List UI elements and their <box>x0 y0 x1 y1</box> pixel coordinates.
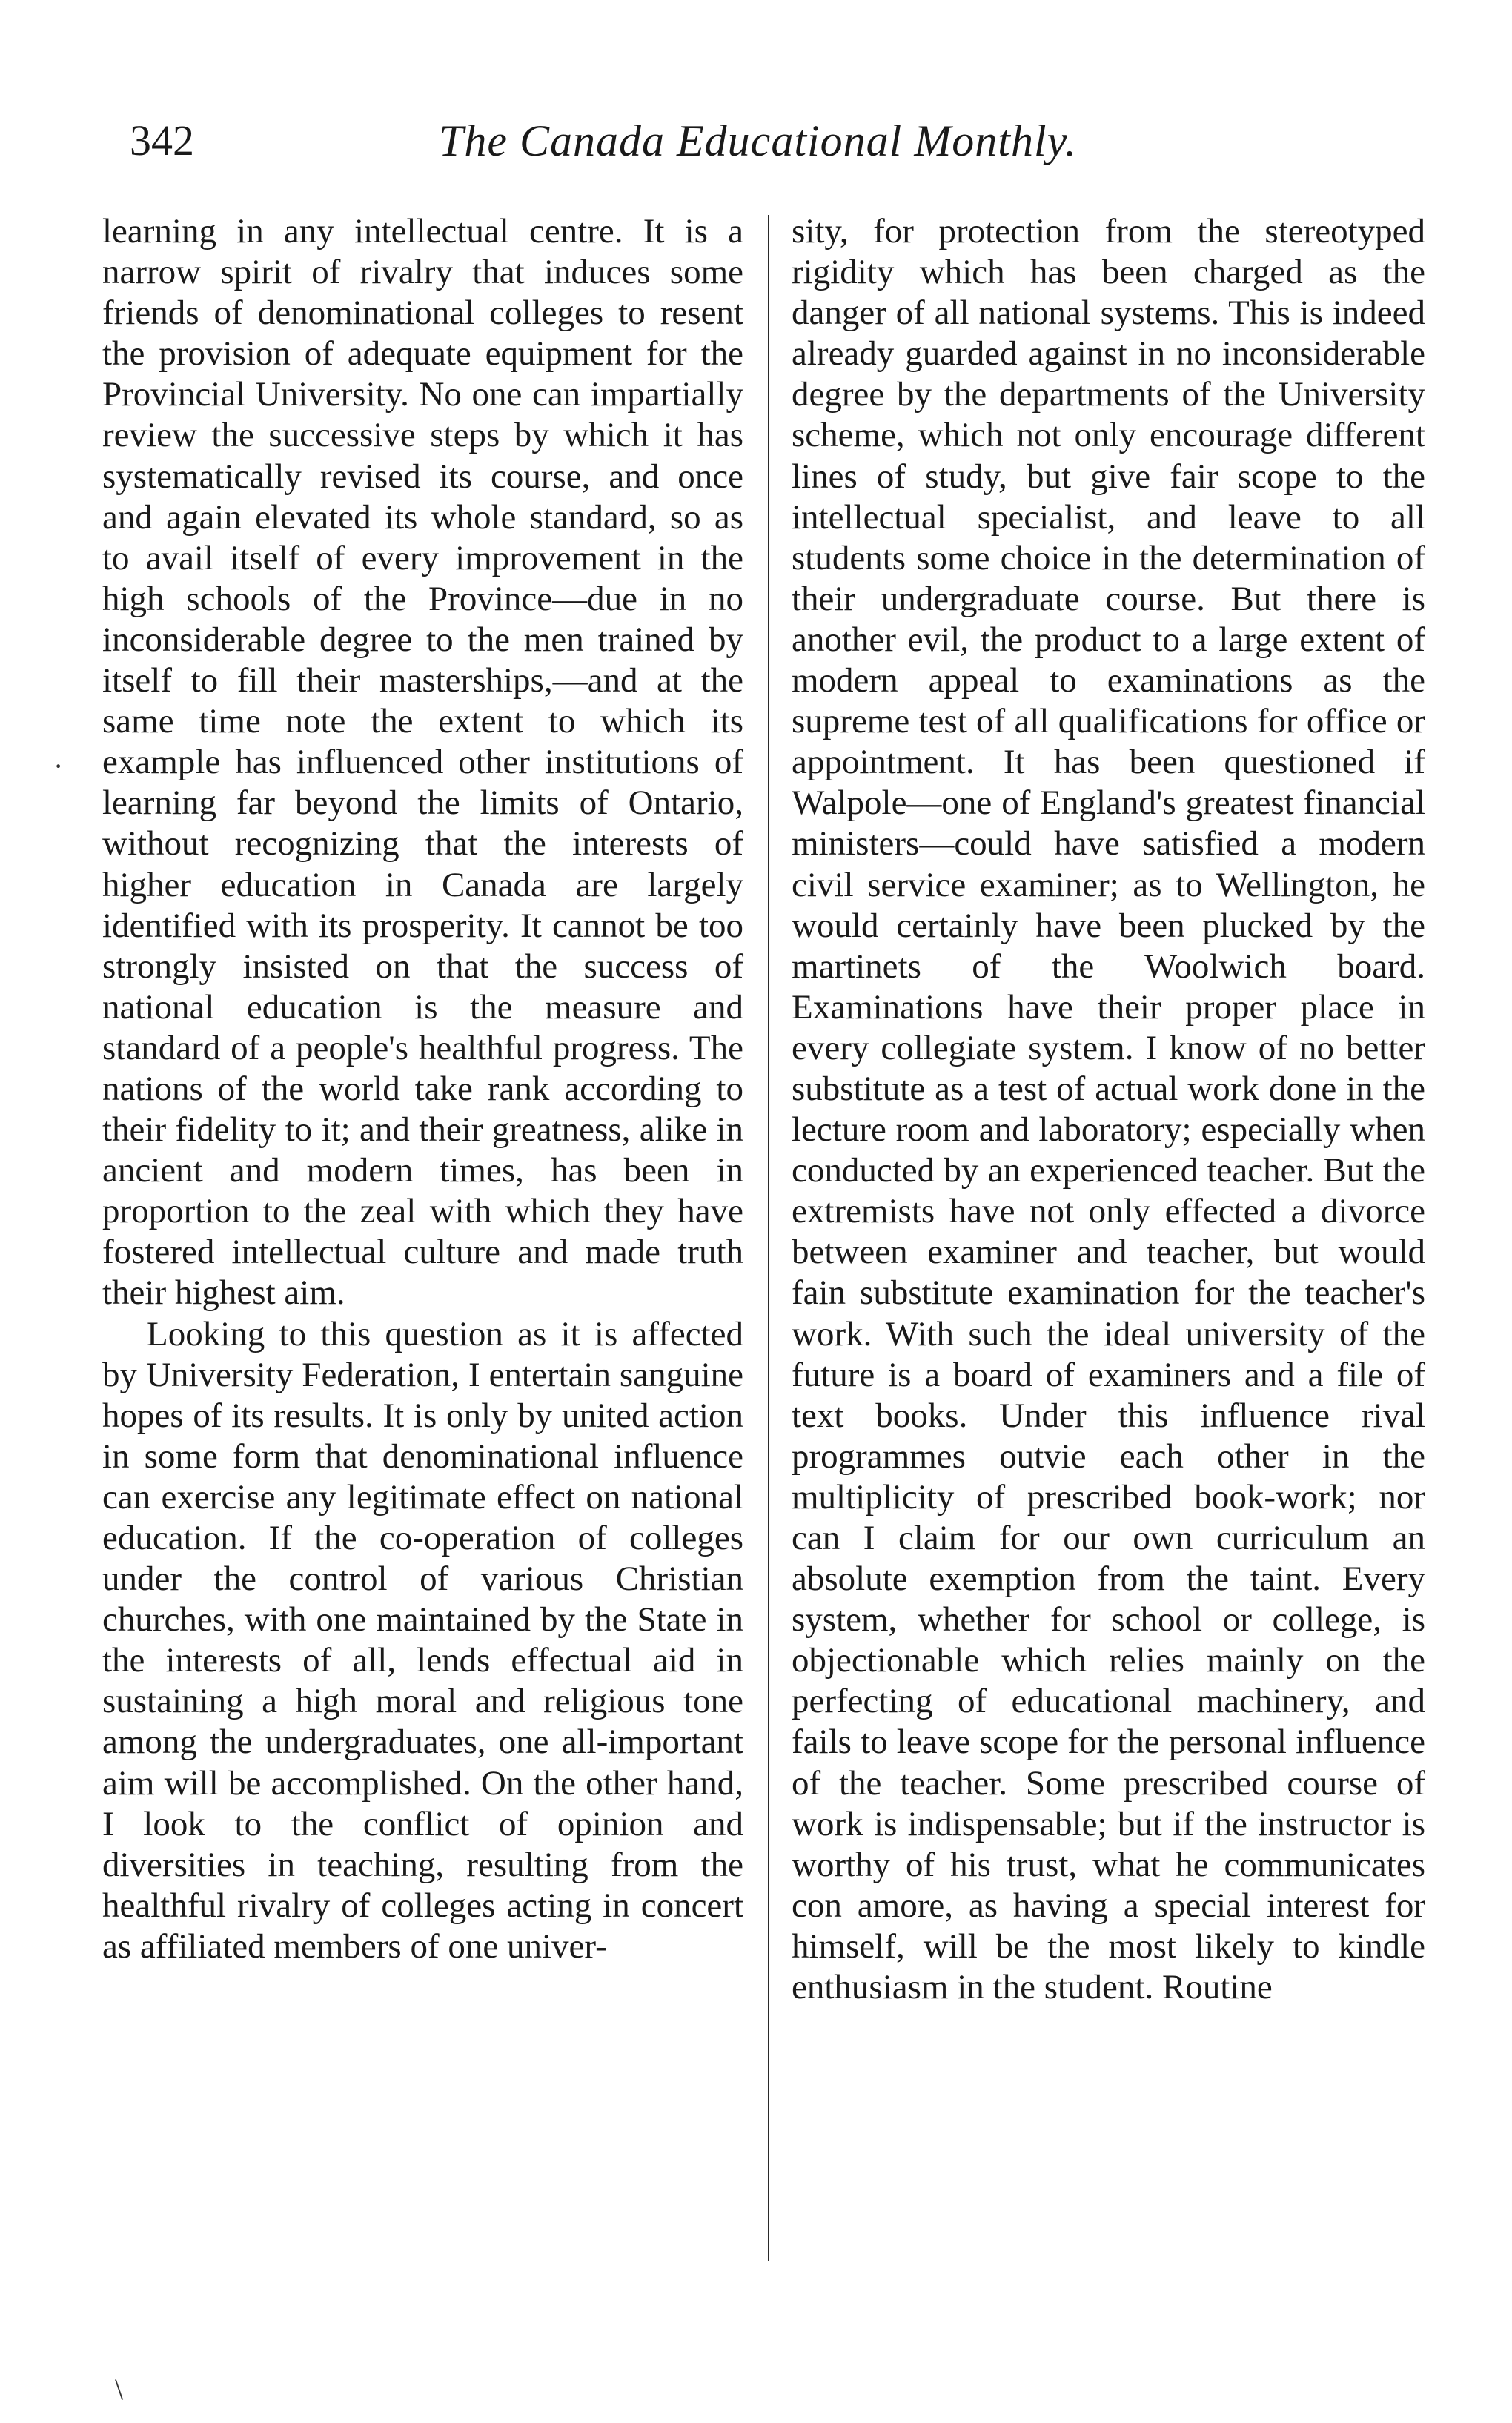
page-number: 342 <box>130 116 194 165</box>
left-paragraph-2: Looking to this question as it is affected by University Federation, I entertain sanguine hopes of its results. It is only by united action in some form that denominational influence can exercise any legitimate effect on national education. If the co-operation of colleges under the control of various Christian churches, with one maintained by the State in the interests of all, lends effectual aid in sustaining a high moral and religious tone among the undergraduates, one all-important aim will be accomplished. On the other hand, I look to the conflict of opinion and diversities in teaching, resulting from the healthful rivalry of colleges acting in concert as affiliated members of one univer- <box>102 1314 743 1966</box>
page-header <box>100 111 1416 170</box>
running-title: The Canada Educational Monthly. <box>439 116 1077 165</box>
right-column <box>792 211 1425 2008</box>
left-paragraph-1: learning in any intellectual centre. It is a narrow spirit of rivalry that induces some friends of denominational colleges to resent the provision of adequate equipment for the Provincial University. No one can impartially review the successive steps by which it has systematically revised its course, and once and again elevated its whole standard, so as to avail itself of every improvement in the high schools of the Province—due in no inconsiderable degree to the men trained by itself to fill their masterships,—and at the same time note the extent to which its example has influenced other institutions of learning far beyond the limits of Ontario, without recognizing that the interests of higher education in Canada are largely identified with its prosperity. It cannot be too strongly insisted on that the success of national education is the measure and standard of a people's healthful progress. The nations of the world take rank according to their fidelity to it; and their greatness, alike in ancient and modern times, has been in proportion to the zeal with which they have fostered intellectual culture and made truth their highest aim. <box>102 212 743 1313</box>
column-divider <box>768 215 769 2261</box>
stray-mark: \ <box>115 2373 124 2406</box>
right-paragraph-1: sity, for protection from the stereotyped rigidity which has been charged as the danger of all national systems. This is indeed already guarded against in no inconsiderable degree by the departments of the University scheme, which not only encourage different lines of study, but give fair scope to the intellectual specialist, and leave to all students some choice in the determination of their undergraduate course. But there is another evil, the product to a large extent of modern appeal to examinations as the supreme test of all qualifications for office or appointment. It has been questioned if Walpole—one of England's greatest financial ministers—could have satisfied a modern civil service examiner; as to Wellington, he would certainly have been plucked by the martinets of the Woolwich board. Examinations have their proper place in every collegiate system. I know of no better substitute as a test of actual work done in the lecture room and laboratory; especially when conducted by an experienced teacher. But the extremists have not only effected a divorce between examiner and teacher, but would fain substitute examination for the teacher's work. With such the ideal university of the future is a board of examiners and a file of text books. Under this influence rival programmes outvie each other in the multiplicity of prescribed book-work; nor can I claim for our own curriculum an absolute exemption from the taint. Every system, whether for school or college, is objectionable which relies mainly on the perfecting of educational machinery, and fails to leave scope for the personal influence of the teacher. Some prescribed course of work is indispensable; but if the instructor is worthy of his trust, what he communicates con amore, as having a special interest for himself, will be the most likely to kindle enthusiasm in the student. Routine <box>792 212 1425 2007</box>
left-column <box>102 211 743 1967</box>
stray-mark: · <box>53 749 64 783</box>
